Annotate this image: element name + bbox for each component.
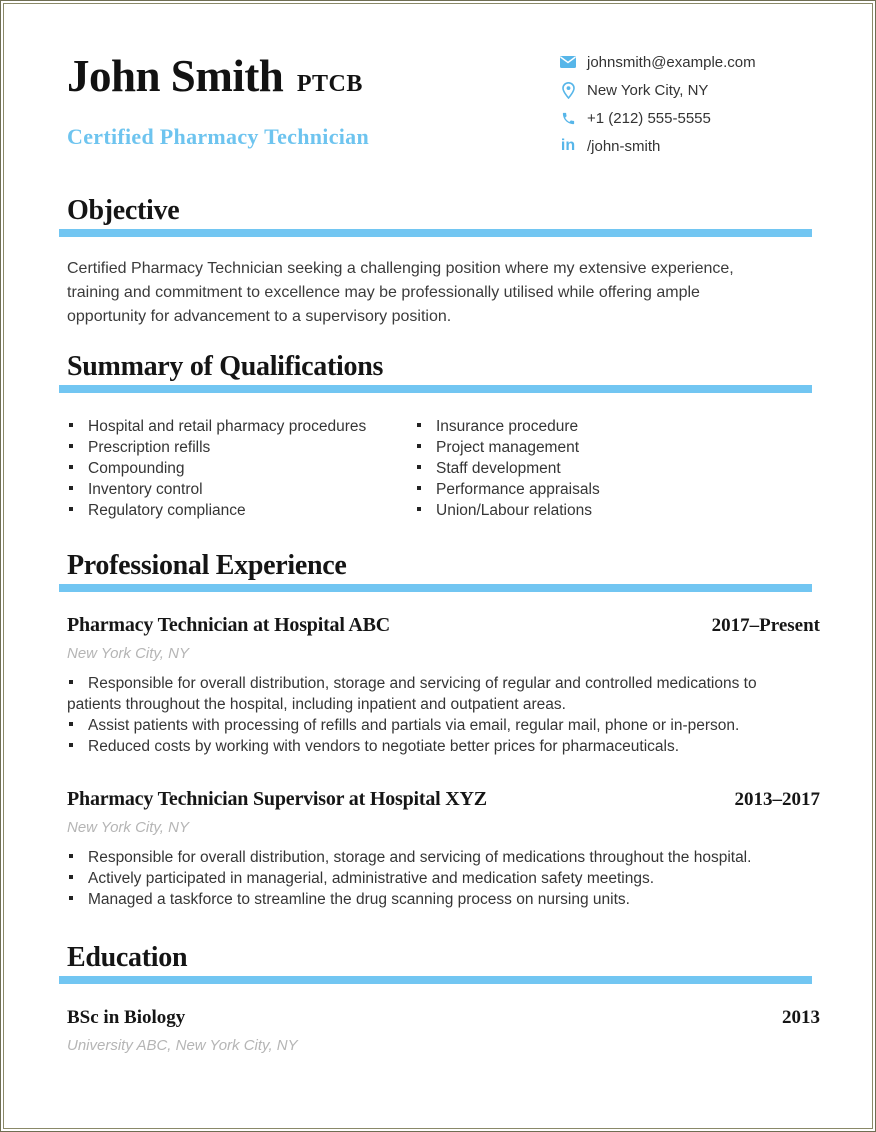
job-bullet-list — [67, 673, 812, 757]
bullet-square-icon — [69, 507, 73, 511]
phone-icon — [559, 109, 577, 127]
list-item: Prescription refills — [67, 437, 415, 458]
contact-phone: +1 (212) 555-5555 — [587, 109, 711, 127]
list-item: Managed a taskforce to streamline the drug scanning process on nursing units. — [67, 889, 812, 910]
person-name: John Smith — [67, 51, 284, 101]
contact-email-row — [559, 52, 812, 72]
list-item: Project management — [415, 437, 812, 458]
bullet-square-icon — [417, 423, 421, 427]
objective-paragraph: Certified Pharmacy Technician seeking a challenging position where my extensive experience, training and commitment to excellence may be professionally utilised while offering ample opportunity for advancement to a supervisory position. — [67, 260, 734, 325]
job-bullet-list — [67, 847, 812, 910]
contact-block — [559, 52, 812, 164]
job-title: Pharmacy Technician at Hospital ABC — [67, 614, 391, 636]
list-item: Responsible for overall distribution, storage and servicing of regular and controlled medications to patients throughout the hospital, including inpatient and outpatient areas. — [67, 675, 757, 713]
list-item: Staff development — [415, 458, 812, 479]
section-experience — [59, 549, 820, 910]
list-item: Assist patients with processing of refills and partials via email, regular mail, phone or in-person. — [67, 715, 812, 736]
job-entry — [59, 612, 820, 757]
credential-label: PTCB — [296, 71, 363, 97]
bullet-square-icon — [69, 465, 73, 469]
bullet-square-icon — [69, 854, 73, 858]
bullet-square-icon — [417, 444, 421, 448]
list-item: Performance appraisals — [415, 479, 812, 500]
contact-email: johnsmith@example.com — [587, 53, 756, 71]
bullet-square-icon — [69, 444, 73, 448]
experience-heading: Professional Experience — [67, 550, 347, 581]
list-item: Regulatory compliance — [67, 500, 415, 521]
bullet-square-icon — [417, 486, 421, 490]
section-qualifications — [59, 350, 812, 521]
job-dates: 2013–2017 — [734, 789, 820, 810]
job-location: New York City, NY — [67, 819, 189, 836]
job-head-row — [67, 612, 820, 639]
contact-location-row — [559, 80, 812, 100]
section-education — [59, 941, 820, 1057]
objective-heading: Objective — [67, 195, 180, 226]
education-heading: Education — [67, 942, 188, 973]
list-item: Reduced costs by working with vendors to negotiate better prices for pharmaceuticals. — [67, 736, 812, 757]
bullet-square-icon — [69, 875, 73, 879]
job-entry — [59, 786, 820, 910]
degree-year: 2013 — [782, 1007, 820, 1028]
qualifications-left-list — [67, 416, 415, 521]
school-name: University ABC, New York City, NY — [67, 1037, 298, 1054]
list-item: Compounding — [67, 458, 415, 479]
education-degree-row — [59, 1006, 820, 1030]
contact-linkedin-row — [559, 136, 812, 156]
section-divider-bar — [59, 385, 812, 393]
resume-header — [59, 50, 812, 155]
job-title: Pharmacy Technician Supervisor at Hospital XYZ — [67, 788, 487, 810]
contact-linkedin: /john-smith — [587, 137, 661, 155]
job-location: New York City, NY — [67, 645, 189, 662]
list-item: Hospital and retail pharmacy procedures — [67, 416, 415, 437]
section-divider-bar — [59, 584, 812, 592]
contact-phone-row — [559, 108, 812, 128]
bullet-square-icon — [69, 423, 73, 427]
bullet-square-icon — [69, 680, 73, 684]
qualifications-heading: Summary of Qualifications — [67, 351, 384, 382]
section-divider-bar — [59, 976, 812, 984]
bullet-square-icon — [69, 722, 73, 726]
qualifications-columns — [59, 416, 812, 521]
job-title-subtitle: Certified Pharmacy Technician — [67, 124, 370, 149]
linkedin-icon: in — [560, 137, 576, 154]
contact-location: New York City, NY — [587, 81, 709, 99]
list-item: Inventory control — [67, 479, 415, 500]
bullet-square-icon — [417, 465, 421, 469]
email-icon — [559, 53, 577, 71]
list-item: Union/Labour relations — [415, 500, 812, 521]
resume-page — [59, 0, 820, 1057]
location-icon — [559, 81, 577, 99]
job-head-row — [67, 786, 820, 813]
degree-title: BSc in Biology — [67, 1007, 186, 1028]
job-dates: 2017–Present — [711, 615, 820, 636]
qualifications-right-list — [415, 416, 812, 521]
section-divider-bar — [59, 229, 812, 237]
bullet-square-icon — [69, 486, 73, 490]
bullet-square-icon — [69, 743, 73, 747]
list-item: Insurance procedure — [415, 416, 812, 437]
bullet-square-icon — [69, 896, 73, 900]
section-objective — [59, 194, 812, 329]
list-item: Responsible for overall distribution, storage and servicing of medications throughout the hospital. — [67, 847, 812, 868]
list-item: Actively participated in managerial, administrative and medication safety meetings. — [67, 868, 812, 889]
bullet-square-icon — [417, 507, 421, 511]
